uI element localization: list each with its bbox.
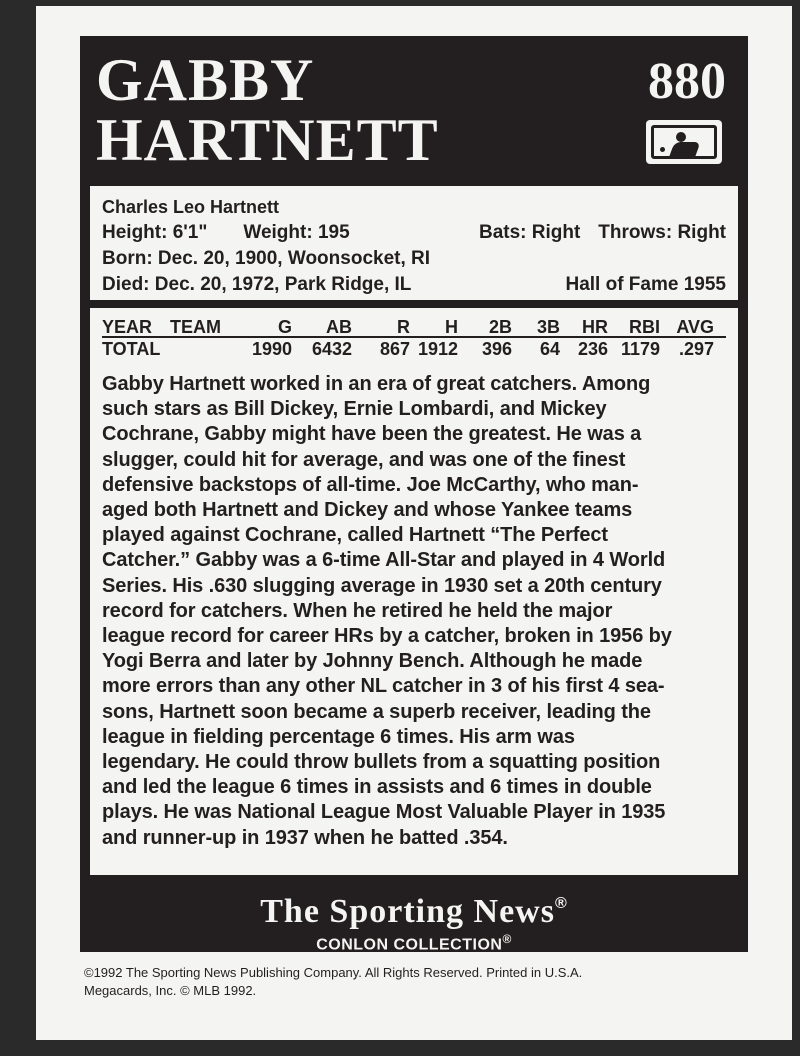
card-number: 880	[648, 53, 726, 110]
player-name	[96, 47, 439, 173]
copyright	[84, 964, 582, 1000]
stats-cell: 236	[577, 339, 608, 359]
born: Born: Dec. 20, 1900, Woonsocket, RI	[102, 248, 431, 269]
text-line: Catcher.” Gabby was a 6-time All-Star and played in 4 World	[102, 549, 666, 572]
biography-text	[102, 372, 726, 851]
text-line: slugger, could hit for average, and was one of the finest	[102, 448, 626, 471]
stats-header-cell: G	[277, 317, 292, 337]
brand-subtitle-text: CONLON COLLECTION	[316, 936, 503, 954]
stats-total-label: TOTAL	[102, 339, 161, 359]
stats-header-cell: AVG	[676, 317, 714, 337]
text-line: aged both Hartnett and Dickey and whose Yankee teams	[102, 499, 633, 522]
registered-mark: ®	[554, 895, 568, 912]
throws: Throws: Right	[598, 222, 726, 243]
copyright-line: ©1992 The Sporting News Publishing Company. All Rights Reserved. Printed in U.S.A.	[84, 965, 583, 980]
brand-subtitle	[80, 932, 748, 954]
stats-cell: 1179	[620, 339, 660, 359]
text-line: and runner-up in 1937 when he batted .354.	[102, 826, 508, 849]
text-line: Cochrane, Gabby might have been the greatest. He was a	[102, 423, 642, 446]
stats-cell: 1990	[251, 339, 292, 359]
main-box	[90, 308, 738, 875]
stats-header-cell: TEAM	[170, 317, 221, 337]
stats-header-cell: AB	[326, 317, 352, 337]
stats-cell: 64	[539, 339, 560, 359]
player-last-name: HARTNETT	[96, 107, 439, 173]
text-line: more errors than any other NL catcher in 3 of his first 4 sea-	[102, 675, 665, 698]
text-line: legendary. He could throw bullets from a squatting position	[102, 751, 661, 774]
stats-header-cell: 3B	[536, 317, 560, 337]
stats-cell: 1912	[417, 339, 458, 359]
stats-header-row	[102, 316, 726, 338]
text-line: record for catchers. When he retired he held the major	[102, 599, 613, 622]
stats-cell: .297	[678, 339, 714, 359]
died: Died: Dec. 20, 1972, Park Ridge, IL	[102, 274, 412, 295]
text-line: Yogi Berra and later by Johnny Bench. Although he made	[102, 650, 643, 673]
text-line: league in fielding percentage 6 times. His arm was	[102, 725, 575, 748]
stats-cell: 396	[481, 339, 512, 359]
bio-box	[90, 186, 738, 300]
text-line: plays. He was National League Most Valuable Player in 1935	[102, 801, 666, 824]
brand-name	[80, 886, 748, 930]
full-name: Charles Leo Hartnett	[102, 197, 280, 217]
stats-total-row	[102, 338, 726, 360]
stats-cell: 6432	[311, 339, 352, 359]
stats-header-cell: RBI	[629, 317, 660, 337]
text-line: played against Cochrane, called Hartnett “The Perfect	[102, 524, 608, 547]
stats-header-cell: R	[397, 317, 410, 337]
stats-header-cell: H	[445, 317, 458, 337]
mlb-logo-icon	[646, 120, 722, 164]
stats-cell: 867	[379, 339, 410, 359]
hall-of-fame: Hall of Fame 1955	[565, 274, 726, 295]
text-line: Gabby Hartnett worked in an era of great catchers. Among	[102, 373, 651, 395]
stats-table	[102, 316, 726, 360]
text-line: sons, Hartnett soon became a superb receiver, leading the	[102, 700, 651, 723]
stats-header-cell: HR	[582, 317, 608, 337]
height: Height: 6'1"	[102, 222, 208, 243]
text-line: Series. His .630 slugging average in 1930 set a 20th century	[102, 574, 662, 597]
bats: Bats: Right	[478, 222, 581, 243]
copyright-line: Megacards, Inc. © MLB 1992.	[84, 983, 257, 998]
brand-block	[80, 886, 748, 954]
stats-header-cell: YEAR	[102, 317, 153, 337]
registered-mark: ®	[502, 932, 512, 946]
card-back	[36, 6, 792, 1040]
brand-name-text: The Sporting News	[260, 893, 555, 930]
text-line: league record for career HRs by a catcher, broken in 1956 by	[102, 625, 672, 648]
text-line: such stars as Bill Dickey, Ernie Lombardi, and Mickey	[102, 398, 607, 421]
card-panel	[80, 36, 748, 952]
player-first-name: GABBY	[96, 47, 315, 113]
stats-header-cell: 2B	[488, 317, 512, 337]
text-line: defensive backstops of all-time. Joe McCarthy, who man-	[102, 473, 639, 496]
weight: Weight: 195	[243, 222, 350, 243]
text-line: and led the league 6 times in assists and 6 times in double	[102, 776, 652, 799]
